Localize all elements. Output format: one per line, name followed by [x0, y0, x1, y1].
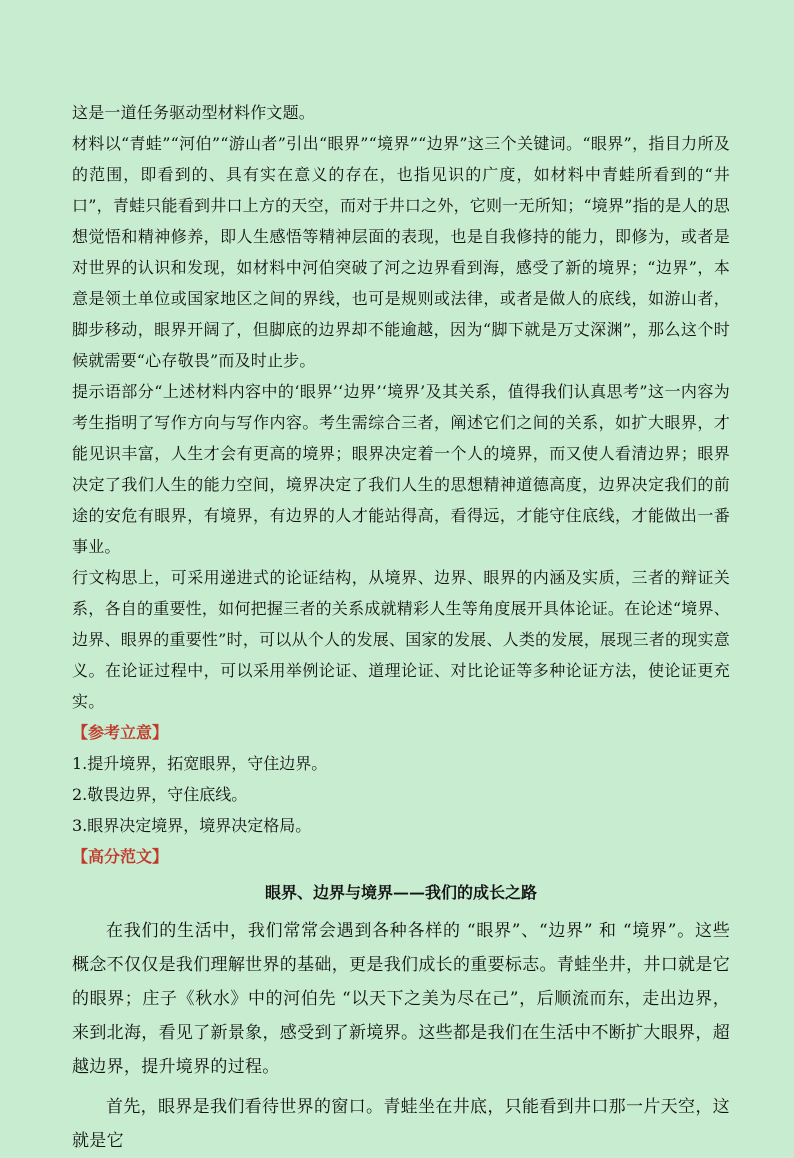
intro-paragraph: 这是一道任务驱动型材料作文题。	[72, 103, 316, 122]
analysis-paragraph-1: 材料以“青蛙”“河伯”“游山者”引出“眼界”“境界”“边界”这三个关键词。“眼界”，指目力所及的范围，即看到的、具有实在意义的存在，也指见识的广度，如材料中青蛙所看到的“井口”，青蛙只能看到井口上方的天空，而对于井口之外，它则一无所知；“境界”指的是人的思想觉悟和精神修养，即人生感悟等精神层面的表现，也是自我修持的能力，即修为，或者是对世界的认识和发现，如材料中河伯突破了河之边界看到海，感受了新的境界；“边界”，本意是领土单位或国家地区之间的界线，也可是规则或法律，或者是做人的底线，如游山者，脚步移动，眼界开阔了，但脚底的边界却不能逾越，因为“脚下就是万丈深渊”，那么这个时候就需要“心存敬畏”而及时止步。	[72, 134, 730, 370]
analysis-paragraph-3: 行文构思上，可采用递进式的论证结构，从境界、边界、眼界的内涵及实质，三者的辩证关系，各自的重要性，如何把握三者的关系成就精彩人生等角度展开具体论证。在论述“境界、边界、眼界的重要性”时，可以从个人的发展、国家的发展、人类的发展，展现三者的现实意义。在论证过程中，可以采用举例论证、道理论证、对比论证等多种论证方法，使论证更充实。	[72, 568, 730, 711]
essay-paragraph-2: 首先，眼界是我们看待世界的窗口。青蛙坐在井底，只能看到井口那一片天空，这就是它	[72, 1097, 730, 1151]
essay-paragraph-1: 在我们的生活中，我们常常会遇到各种各样的 “眼界”、“边界” 和 “境界”。这些概念不仅仅是我们理解世界的基础，更是我们成长的重要标志。青蛙坐井，井口就是它的眼界；庄子《秋水》中的河伯先 “以天下之美为尽在己”，后顺流而东，走出边界，来到北海，看见了新景象，感受到了新境界。这些都是我们在生活中不断扩大眼界，超越边界，提升境界的过程。	[72, 921, 730, 1077]
analysis-paragraph-2: 提示语部分“上述材料内容中的‘眼界’‘边界’‘境界’及其关系，值得我们认真思考”这一内容为考生指明了写作方向与写作内容。考生需综合三者，阐述它们之间的关系，如扩大眼界，才能见识丰富，人生才会有更高的境界；眼界决定着一个人的境界，而又使人看清边界；眼界决定了我们人生的能力空间，境界决定了我们人生的思想精神道德高度，边界决定我们的前途的安危有眼界，有境界，有边界的人才能站得高，看得远，才能守住底线，才能做出一番事业。	[72, 382, 730, 556]
reference-point-3: 3.眼界决定境界，境界决定格局。	[72, 816, 312, 835]
essay-heading: 【高分范文】	[72, 847, 169, 866]
reference-heading: 【参考立意】	[72, 723, 169, 742]
essay-title: 眼界、边界与境界——我们的成长之路	[264, 883, 537, 902]
reference-point-2: 2.敬畏边界，守住底线。	[72, 785, 248, 804]
reference-point-1: 1.提升境界，拓宽眼界，守住边界。	[72, 754, 328, 773]
